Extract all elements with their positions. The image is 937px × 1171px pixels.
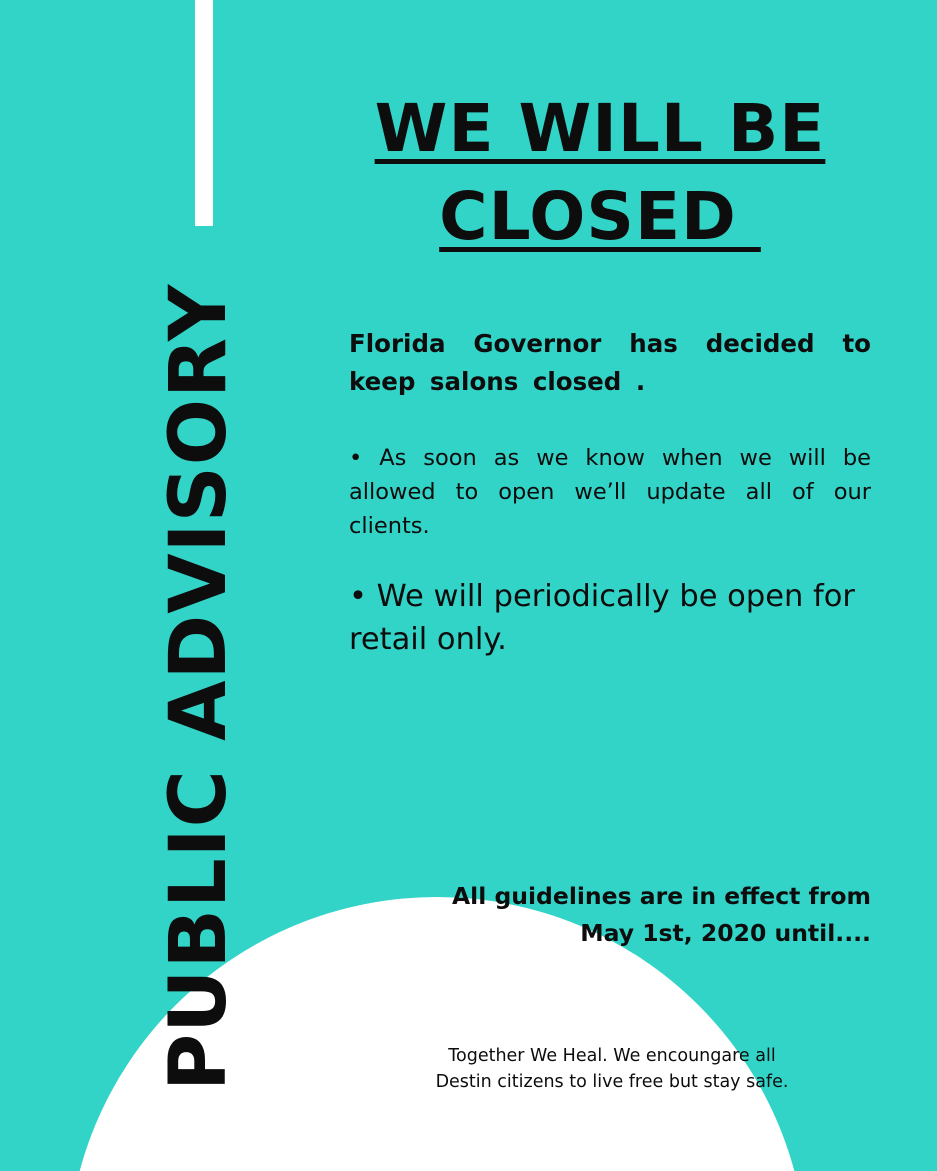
bullet-update-clients: • As soon as we know when we will be allowed to open we’ll update all of our clients. bbox=[349, 445, 871, 539]
side-title: PUBLIC ADVISORY bbox=[154, 283, 244, 1091]
bullet-retail-only: • We will periodically be open for retail only. bbox=[349, 579, 855, 657]
effective-date-line-2: May 1st, 2020 until.... bbox=[580, 919, 871, 947]
headline-line-1: WE WILL BE bbox=[374, 90, 826, 167]
footer-line-1: Together We Heal. We encoungare all bbox=[448, 1046, 776, 1066]
footer-line-2: Destin citizens to live free but stay safe. bbox=[435, 1072, 789, 1092]
headline-line-2: CLOSED bbox=[439, 178, 761, 255]
decorative-vertical-bar bbox=[195, 0, 213, 226]
intro-paragraph: Florida Governor has decided to keep salons closed . bbox=[349, 329, 871, 396]
effective-date-line-1: All guidelines are in effect from bbox=[451, 882, 871, 910]
